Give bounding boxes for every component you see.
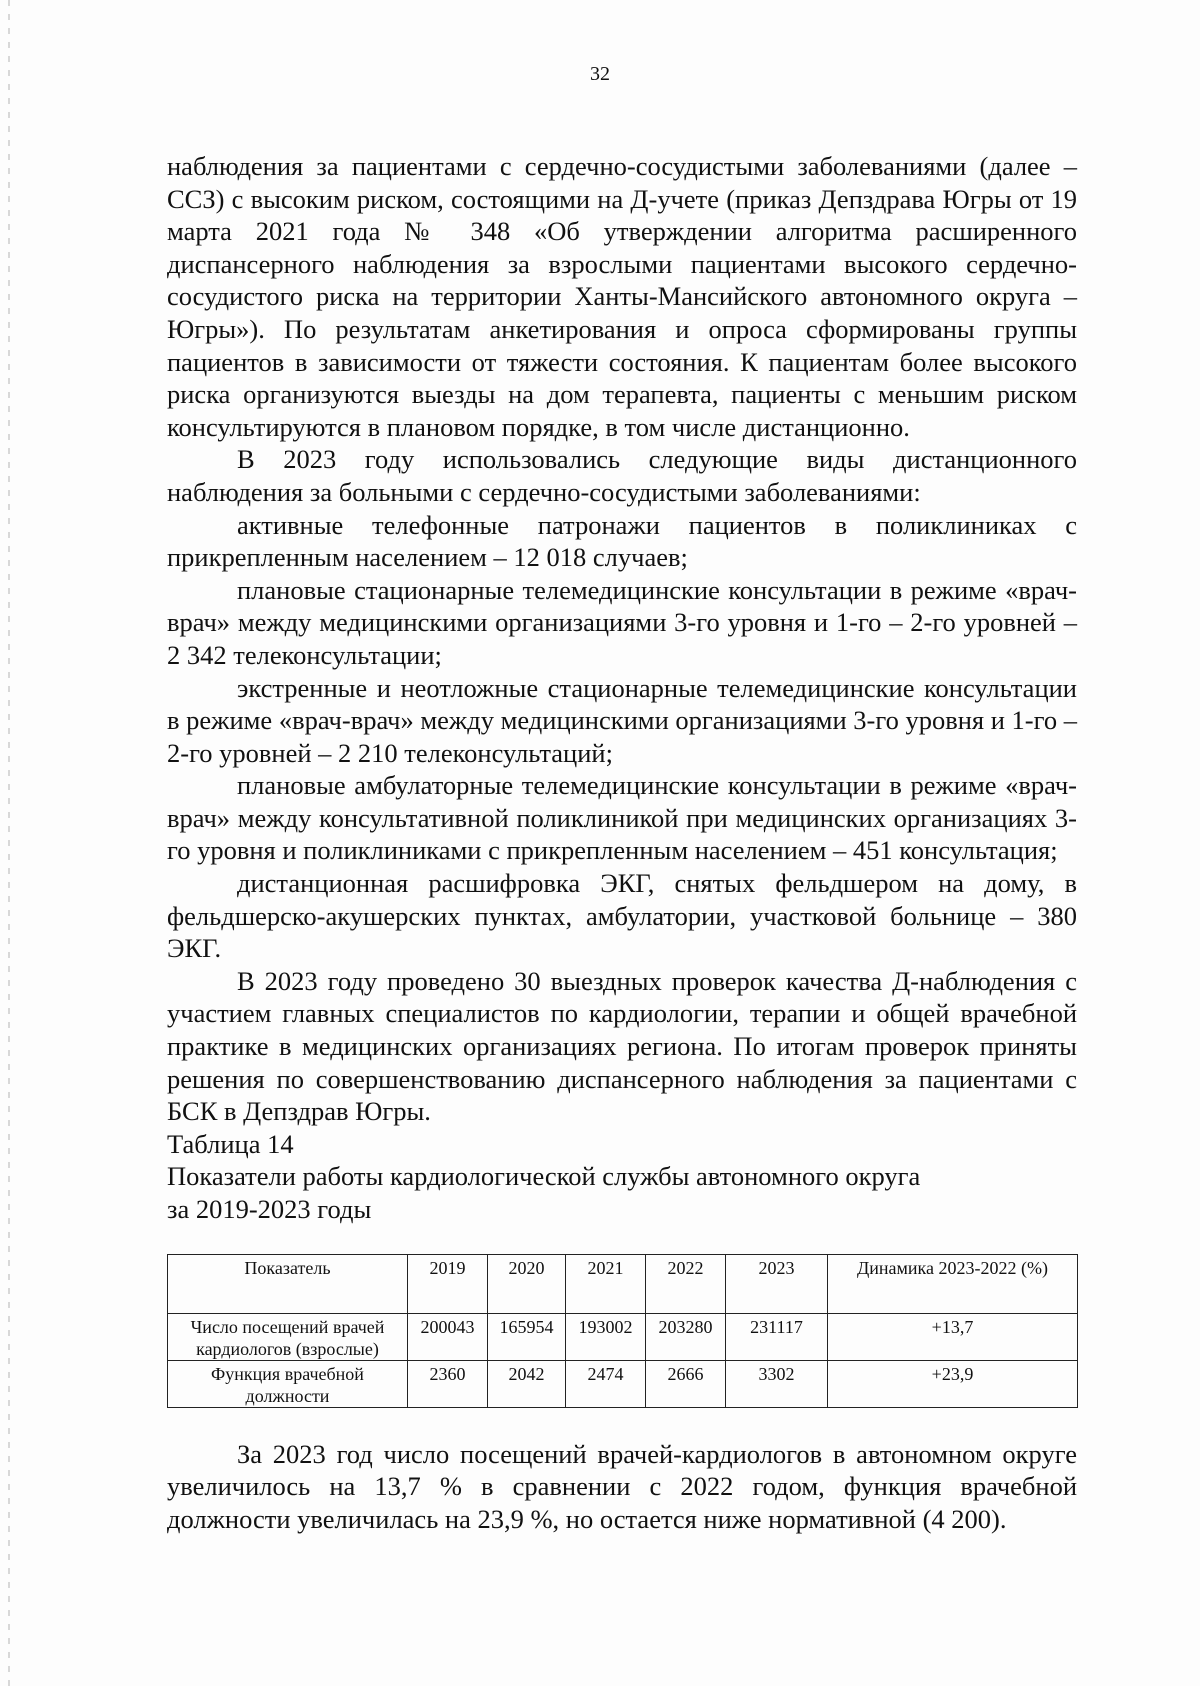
paragraph-summary: За 2023 год число посещений врачей-кардиологов в автономном округе увеличилось на 13,7 % в сравнении с 2022 годом, функция врачебной должности увеличилась на 23,9 %, но остается ниже нормативной (4 200).: [167, 1438, 1077, 1534]
document-body: [167, 150, 1077, 1535]
list-item-outpatient-teleconsult: плановые амбулаторные телемедицинские консультации в режиме «врач-врач» между консультативной поликлиникой при медицинских организациях 3-го уровня и поликлиниками с прикрепленным населением – 451 консультация;: [167, 770, 1077, 866]
list-item-planned-inpatient-teleconsult: плановые стационарные телемедицинские консультации в режиме «врач-врач» между медицинскими организациями 3-го уровня и 1-го – 2-го уровней – 2 342 телеконсультации;: [167, 574, 1077, 670]
table-header-cell: 2022: [646, 1254, 726, 1313]
table-cell: 200043: [408, 1313, 488, 1360]
table-label: Таблица 14: [167, 1128, 294, 1159]
table-cell: Число посещений врачей кардиологов (взрослые): [168, 1313, 408, 1360]
table-header-cell: Динамика 2023-2022 (%): [828, 1254, 1078, 1313]
table-cell: 3302: [726, 1360, 828, 1407]
table-title-line2: за 2019-2023 годы: [167, 1194, 372, 1224]
paragraph-inspections: В 2023 году проведено 30 выездных проверок качества Д-наблюдения с участием главных специалистов по кардиологии, терапии и общей врачебной практике в медицинских организациях региона. По итогам проверок приняты решения по совершенствованию диспансерного наблюдения за пациентами с БСК в Депздрав Югры.: [167, 965, 1077, 1127]
table-cell: 165954: [488, 1313, 566, 1360]
table-header-row: [168, 1254, 1078, 1313]
scan-edge-marks: [8, 0, 10, 1686]
table-header-cell: 2023: [726, 1254, 828, 1313]
table-cell: 193002: [566, 1313, 646, 1360]
list-item-emergency-teleconsult: экстренные и неотложные стационарные телемедицинские консультации в режиме «врач-врач» между медицинскими организациями 3-го уровня и 1-го – 2-го уровней – 2 210 телеконсультаций;: [167, 672, 1077, 768]
table-cell: 2474: [566, 1360, 646, 1407]
table-title-line1: Показатели работы кардиологической службы автономного округа: [167, 1161, 921, 1192]
table-cell: +13,7: [828, 1313, 1078, 1360]
page-number: 32: [590, 63, 610, 85]
table-header-cell: 2020: [488, 1254, 566, 1313]
table-cell: 2360: [408, 1360, 488, 1407]
paragraph-remote-monitoring-intro: В 2023 году использовались следующие виды дистанционного наблюдения за больными с сердечно-сосудистыми заболеваниями:: [167, 444, 1077, 507]
table-header-cell: Показатель: [168, 1254, 408, 1313]
table-header-cell: 2019: [408, 1254, 488, 1313]
list-item-remote-ecg: дистанционная расшифровка ЭКГ, снятых фельдшером на дому, в фельдшерско-акушерских пунктах, амбулатории, участковой больнице – 380 ЭКГ.: [167, 868, 1077, 964]
table-cell: +23,9: [828, 1360, 1078, 1407]
list-item-phone-patronage: активные телефонные патронажи пациентов в поликлиниках с прикрепленным населением – 12 018 случаев;: [167, 509, 1077, 573]
table-cell: 2666: [646, 1360, 726, 1407]
paragraph-continuation: наблюдения за пациентами с сердечно-сосудистыми заболеваниями (далее – ССЗ) с высоким риском, состоящими на Д-учете (приказ Депздрава Югры от 19 марта 2021 года № 348 «Об утверждении алгоритма расширенного диспансерного наблюдения за взрослыми пациентами высокого сердечно-сосудистого риска на территории Ханты-Мансийского автономного округа – Югры»). По результатам анкетирования и опроса сформированы группы пациентов в зависимости от тяжести состояния. К пациентам более высокого риска организуются выезды на дом терапевта, пациенты с меньшим риском консультируются в плановом порядке, в том числе дистанционно.: [167, 151, 1077, 442]
table-row: [168, 1313, 1078, 1360]
table-cell: 2042: [488, 1360, 566, 1407]
table-cell: Функция врачебной должности: [168, 1360, 408, 1407]
table-cell: 203280: [646, 1313, 726, 1360]
cardiology-stats-table: [167, 1254, 1078, 1408]
table-row: [168, 1360, 1078, 1407]
table-cell: 231117: [726, 1313, 828, 1360]
table-header-cell: 2021: [566, 1254, 646, 1313]
